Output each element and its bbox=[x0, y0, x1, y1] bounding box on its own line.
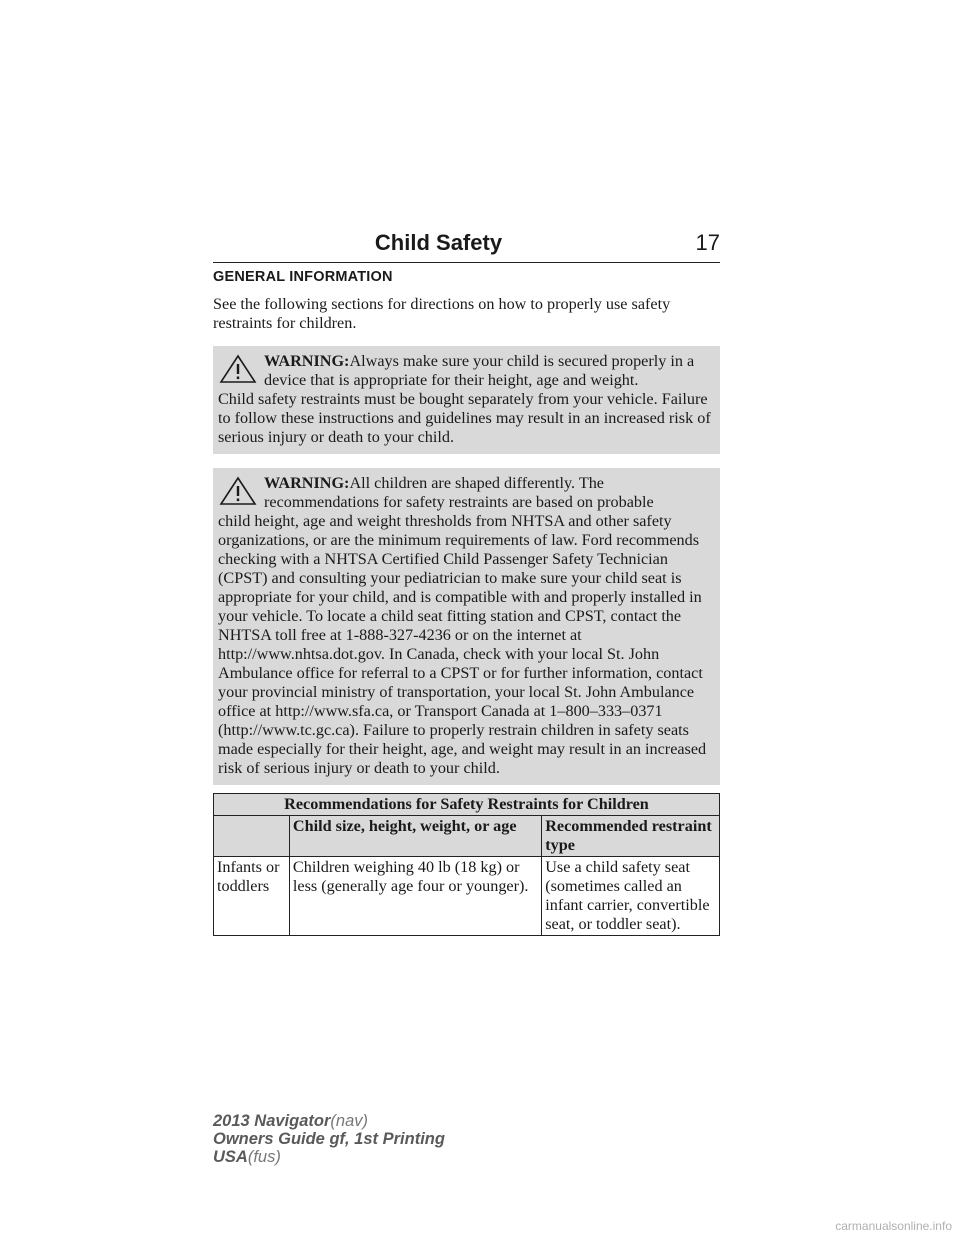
footer-market-code: (fus) bbox=[247, 1148, 281, 1166]
page-header bbox=[213, 230, 720, 263]
warning-triangle-icon bbox=[218, 354, 258, 384]
warning-label: WARNING: bbox=[264, 352, 350, 370]
table-cell-size: Children weighing 40 lb (18 kg) or less (generally age four or younger). bbox=[289, 857, 541, 936]
watermark: carmanualsonline.info bbox=[835, 1219, 952, 1233]
warning-first-line-text: Always make sure your child is secured properly in a device that is appropriate for their height, age and weight. bbox=[264, 352, 695, 389]
recommendations-table bbox=[213, 793, 720, 936]
footer-guide: Owners Guide gf, 1st Printing bbox=[213, 1130, 445, 1148]
warning-box-2 bbox=[213, 468, 720, 785]
footer-line-2 bbox=[213, 1130, 445, 1148]
warning-first-line bbox=[218, 352, 716, 390]
warning-triangle-icon bbox=[218, 476, 258, 506]
warning-text: child height, age and weight thresholds from NHTSA and other safety organizations, or are the minimum requirements of law. Ford recommends checking with a NHTSA Certified Child Passenger Safety Technician (CPST) and consulting your pediatrician to make sure your child seat is appropriate for your child, and is compatible with and properly installed in your vehicle. To locate a child seat fitting station and CPST, contact the NHTSA toll free at 1-888-327-4236 or on the internet at http://www.nhtsa.dot.gov. In Canada, check with your local St. John Ambulance office for referral to a CPST or for further information, contact your provincial ministry of transportation, your local St. John Ambulance office at http://www.sfa.ca, or Transport Canada at 1–800–333–0371 (http://www.tc.gc.ca). Failure to properly restrain children in safety seats made especially for their height, age, and weight may result in an increased risk of serious injury or death to your child. bbox=[218, 512, 707, 777]
footer bbox=[213, 1112, 445, 1166]
table-cell-category: Infants or toddlers bbox=[214, 857, 290, 936]
warning-first-line-text: All children are shaped differently. The recommendations for safety restraints are based on probable bbox=[264, 474, 654, 511]
footer-model: 2013 Navigator bbox=[213, 1112, 331, 1130]
table-header-restraint: Recommended restraint type bbox=[542, 816, 720, 857]
table-cell-restraint: Use a child safety seat (sometimes called an infant carrier, convertible seat, or toddler seat). bbox=[542, 857, 720, 936]
table-header-size: Child size, height, weight, or age bbox=[289, 816, 541, 857]
page-title: Child Safety bbox=[374, 230, 503, 255]
footer-line-3 bbox=[213, 1148, 445, 1166]
page-number: 17 bbox=[695, 230, 720, 255]
warning-label: WARNING: bbox=[264, 474, 350, 492]
warning-box-1 bbox=[213, 346, 720, 454]
table-row bbox=[214, 857, 720, 936]
content bbox=[213, 268, 720, 936]
table-header-blank bbox=[214, 816, 290, 857]
table-caption: Recommendations for Safety Restraints for Children bbox=[214, 794, 720, 816]
warning-text: Child safety restraints must be bought separately from your vehicle. Failure to follow these instructions and guidelines may result in an increased risk of serious injury or death to your child. bbox=[218, 390, 711, 446]
footer-model-code: (nav) bbox=[330, 1112, 368, 1130]
intro-paragraph: See the following sections for directions on how to properly use safety restraints for children. bbox=[213, 295, 671, 332]
section-heading: GENERAL INFORMATION bbox=[213, 269, 393, 285]
warning-first-line bbox=[218, 474, 716, 512]
footer-line-1 bbox=[213, 1112, 445, 1130]
footer-market: USA bbox=[213, 1148, 248, 1166]
